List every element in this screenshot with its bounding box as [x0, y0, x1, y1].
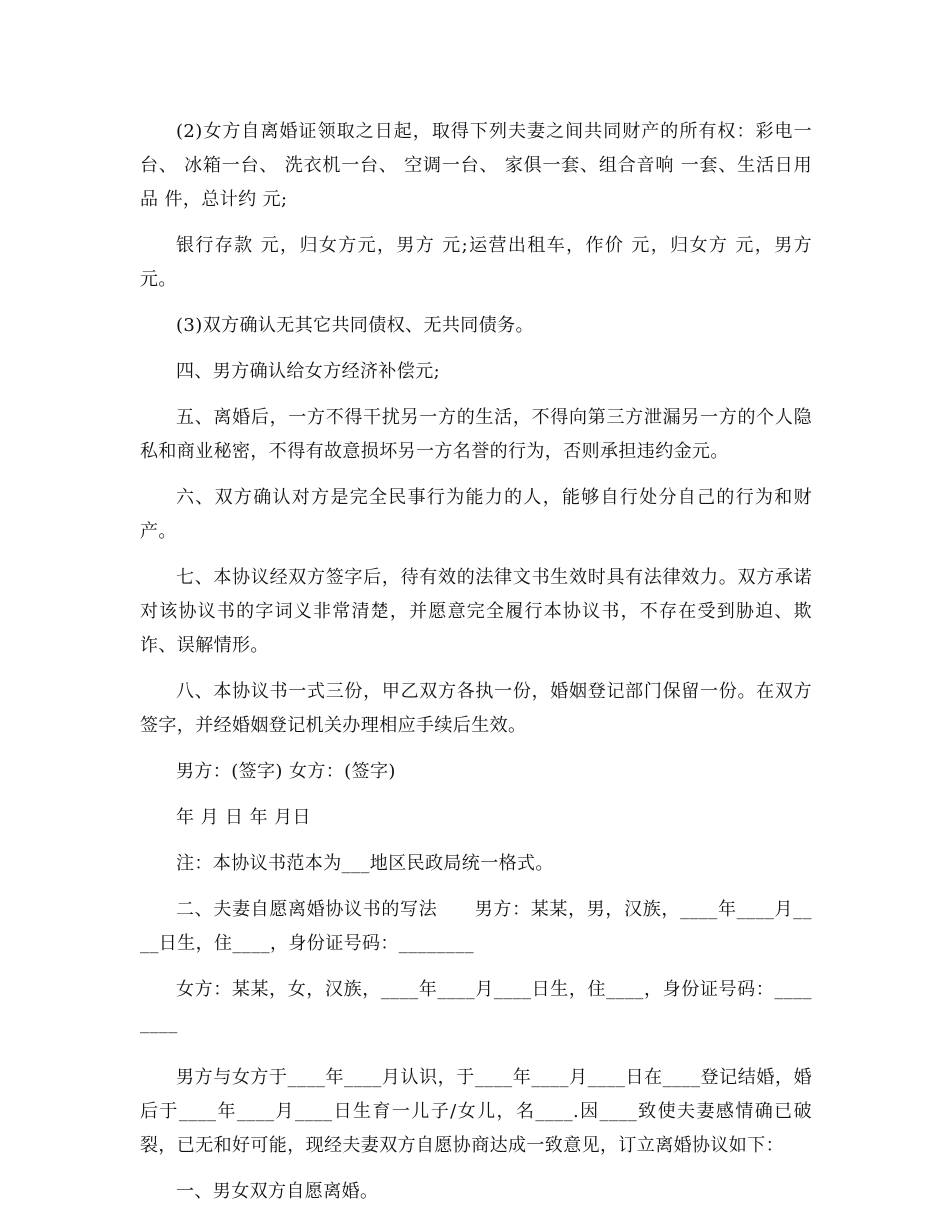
- paragraph-writing-method-male: 二、夫妻自愿离婚协议书的写法 男方：某某，男，汉族，____年____月____日生，住____，身份证号码：________: [140, 899, 812, 954]
- paragraph-bank-deposit: 银行存款 元，归女方元，男方 元;运营出租车，作价 元，归女方 元，男方元。: [140, 235, 812, 290]
- paragraph-agree-divorce: 一、男女双方自愿离婚。: [176, 1181, 379, 1202]
- paragraph-compensation: 四、男方确认给女方经济补偿元;: [176, 361, 441, 382]
- paragraph-civil-capacity: 六、双方确认对方是完全民事行为能力的人，能够自行处分自己的行为和财产。: [140, 487, 812, 542]
- document-body: [140, 115, 812, 1209]
- paragraph-copies: 八、本协议书一式三份，甲乙双方各执一份，婚姻登记部门保留一份。在双方签字，并经婚姻登记机关办理相应手续后生效。: [140, 681, 812, 736]
- paragraph-non-interference: 五、离婚后，一方不得干扰另一方的生活，不得向第三方泄漏另一方的个人隐私和商业秘密，不得有故意损坏另一方名誉的行为，否则承担违约金元。: [140, 407, 812, 462]
- signature-line: 男方：(签字) 女方：(签字): [176, 761, 396, 782]
- paragraph-female-party: 女方：某某，女，汉族，____年____月____日生，住____，身份证号码：________: [140, 979, 812, 1034]
- paragraph-no-debt: (3)双方确认无其它共同债权、无共同债务。: [176, 315, 534, 336]
- paragraph-legal-effect: 七、本协议经双方签字后，待有效的法律文书生效时具有法律效力。双方承诺对该协议书的字词义非常清楚，并愿意完全履行本协议书，不存在受到胁迫、欺诈、误解情形。: [140, 567, 812, 656]
- paragraph-marriage-history: 男方与女方于____年____月认识，于____年____月____日在____登记结婚，婚后于____年____月____日生育一儿子/女儿，名____.因____致使夫妻感情确已破裂，已无和好可能，现经夫妻双方自愿协商达成一致意见，订立离婚协议如下：: [140, 1067, 812, 1156]
- paragraph-property-ownership: (2)女方自离婚证领取之日起，取得下列夫妻之间共同财产的所有权：彩电一台、 冰箱一台、 洗衣机一台、 空调一台、 家俱一套、组合音响 一套、生活日用品 件，总计约 元;: [140, 121, 812, 210]
- date-line: 年 月 日 年 月日: [176, 807, 311, 828]
- note-line: 注：本协议书范本为___地区民政局统一格式。: [176, 853, 554, 874]
